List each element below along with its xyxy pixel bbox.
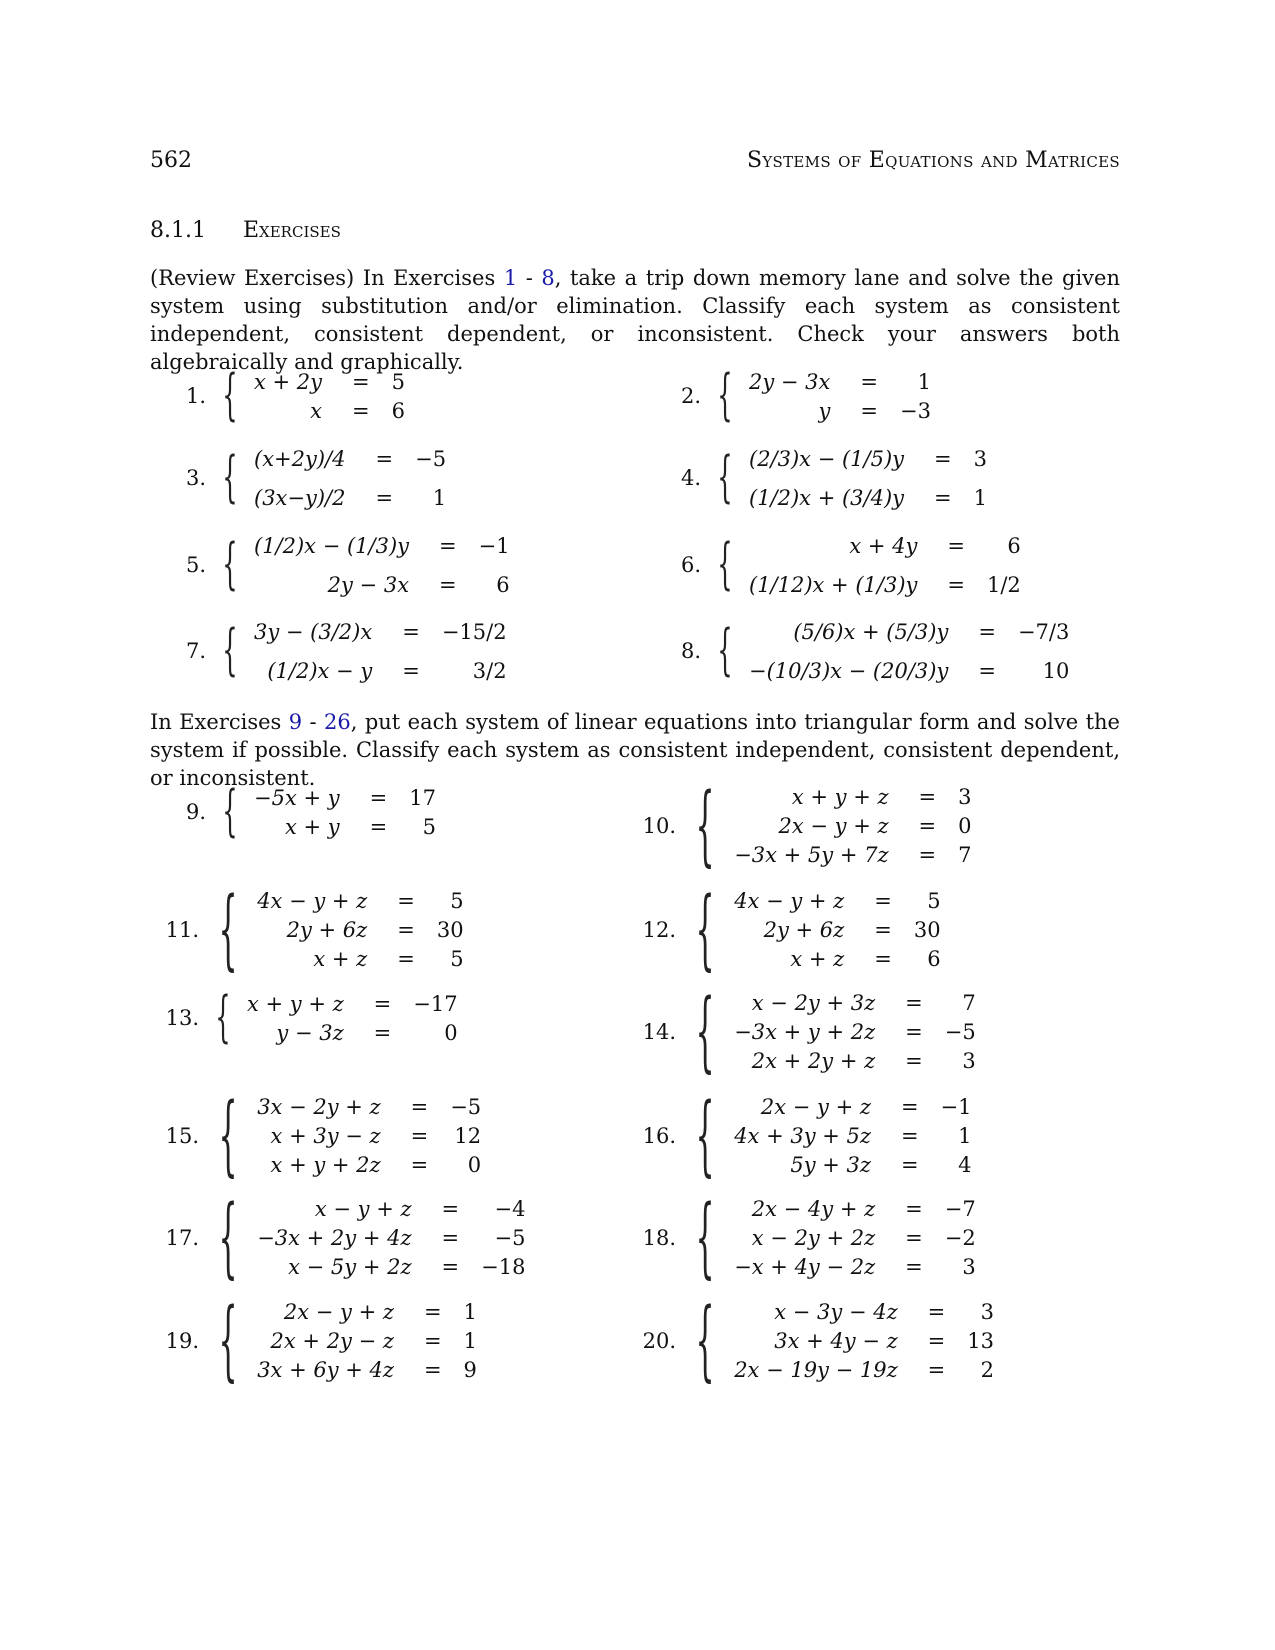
equation-right-side: 3/2 [472,658,507,683]
equation-right-side: −7 [944,1197,976,1221]
equation-system [734,1093,971,1180]
equation-row [734,1224,976,1253]
exercise-number: 12. [642,918,676,942]
exercise-number: 1. [185,384,206,408]
equation-row [734,1327,994,1356]
equation-row [254,439,446,478]
instruction-text: , take a trip down memory lane and solve the given system using substitution and/or elimination. Classify each system as consistent independent, consistent dependent, or inconsistent. Check your answers both algebraically and graphically. [150,266,1120,374]
equation-row [734,1356,994,1385]
equation-left-side: x + z [790,947,845,971]
equation-right-side: −5 [415,446,447,471]
equation-equals-sign: = [439,533,457,558]
equation-left-side: −x + 4y − 2z [734,1255,876,1279]
equation-equals-sign: = [439,572,457,597]
equation-right-side: 6 [1007,533,1021,558]
equation-row [257,1298,477,1327]
equation-left-side: x + 2y [254,369,323,394]
equation-row [734,841,971,870]
equation-right-side: −5 [494,1226,526,1250]
equation-equals-sign: = [860,398,878,423]
equation-right-side: 1 [463,1300,477,1324]
equation-left-side: 2x + 2y − z [270,1329,394,1353]
equation-left-side: x + y + z [247,991,344,1016]
exercise-item [163,879,464,981]
equation-left-side: (1/2)x − y [267,658,373,683]
equation-row [734,1195,976,1224]
exercise-item [640,879,941,981]
exercise-number: 3. [185,466,206,490]
equation-equals-sign: = [905,1049,923,1073]
equation-equals-sign: = [410,1153,429,1177]
equation-row [257,1224,525,1253]
left-brace-icon: { [717,445,733,510]
equation-row [257,1253,525,1282]
equation-right-side: −3 [899,398,931,423]
equation-left-side: y − 3z [276,1020,344,1045]
equation-row [247,1018,458,1047]
equation-row [734,812,971,841]
equation-row [734,783,971,812]
equation-row [257,916,463,945]
equation-right-side: 5 [450,889,464,913]
equation-right-side: 3 [958,785,972,809]
instruction-text: In Exercises [150,710,289,734]
equation-left-side: 2y + 6z [763,918,845,942]
left-brace-icon: { [218,1290,238,1392]
equation-row [257,1122,481,1151]
left-brace-icon: { [218,879,238,981]
equation-equals-sign: = [947,572,965,597]
equation-equals-sign: = [369,785,388,810]
exercise-link-end[interactable]: 8 [541,266,555,290]
equation-equals-sign: = [900,1124,919,1148]
equation-equals-sign: = [402,658,420,683]
equation-left-side: 3x + 4y − z [774,1329,898,1353]
equation-row [734,1298,994,1327]
equation-equals-sign: = [441,1226,460,1250]
equation-row [247,989,458,1018]
exercise-number: 6. [680,553,701,577]
equation-left-side: 2x − y + z [760,1095,871,1119]
equation-right-side: 12 [454,1124,482,1148]
equation-right-side: 3 [980,1300,994,1324]
equation-left-side: y [818,398,831,423]
equation-right-side: 30 [436,918,464,942]
equation-equals-sign: = [918,814,937,838]
equation-right-side: 5 [422,814,436,839]
equation-right-side: −1 [940,1095,972,1119]
equation-row [254,812,436,841]
equation-left-side: x − 2y + 3z [751,991,876,1015]
equation-equals-sign: = [397,918,415,942]
equation-left-side: −(10/3)x − (20/3)y [749,658,949,683]
left-brace-icon: { [218,1187,238,1289]
equation-system [734,1298,994,1385]
instruction-text: , put each system of linear equations into triangular form and solve the system if possible. Classify each system as consistent independent, consistent dependent, or inconsistent. [150,710,1120,790]
equation-equals-sign: = [905,1255,923,1279]
left-brace-icon: { [222,618,238,683]
exercise-number: 14. [642,1020,676,1044]
exercise-number: 10. [642,814,676,838]
equation-row [257,945,463,974]
left-brace-icon: { [717,618,733,683]
exercise-link-end[interactable]: 26 [324,710,351,734]
equation-equals-sign: = [373,991,392,1016]
section-number: 8.1.1 [150,218,206,243]
equation-left-side: (1/2)x + (3/4)y [749,485,905,510]
left-brace-icon: { [218,1085,238,1187]
equation-left-side: x + y + z [791,785,889,809]
equation-equals-sign: = [410,1095,429,1119]
equation-row [254,367,405,396]
left-brace-icon: { [215,985,231,1050]
triangular-instructions [150,708,1120,792]
range-dash: - [302,710,325,734]
exercise-number: 17. [165,1226,199,1250]
equation-left-side: 3x − 2y + z [257,1095,381,1119]
equation-right-side: 13 [967,1329,994,1353]
equation-system [734,783,971,870]
equation-equals-sign: = [373,1020,392,1045]
equation-right-side: 1 [973,485,988,510]
range-dash: - [517,266,542,290]
equation-equals-sign: = [918,785,937,809]
equation-equals-sign: = [918,843,937,867]
exercise-item [640,981,976,1083]
equation-row [749,478,987,517]
exercise-item [640,1290,994,1392]
equation-equals-sign: = [927,1300,946,1324]
equation-equals-sign: = [978,658,996,683]
left-brace-icon: { [222,532,238,597]
equation-system [254,783,436,841]
equation-right-side: 6 [927,947,941,971]
equation-equals-sign: = [905,1197,923,1221]
equation-equals-sign: = [402,619,420,644]
equation-system [257,1298,477,1385]
running-title: Systems of Equations and Matrices [746,148,1120,173]
equation-right-side: 0 [444,1020,458,1045]
exercise-item [170,612,507,690]
equation-equals-sign: = [375,485,394,510]
equation-row [734,1093,971,1122]
equation-equals-sign: = [927,1358,946,1382]
equation-right-side: −18 [481,1255,526,1279]
exercise-item [163,1085,482,1187]
equation-left-side: 4x − y + z [257,889,368,913]
exercise-item [163,985,458,1050]
equation-left-side: 5y + 3z [790,1153,871,1177]
equation-equals-sign: = [874,889,892,913]
equation-equals-sign: = [978,619,996,644]
equation-left-side: 2x − y + z [778,814,889,838]
exercise-link-start[interactable]: 9 [288,710,303,734]
equation-left-side: x + 4y [849,533,918,558]
equation-system [257,1093,481,1180]
equation-right-side: 6 [496,572,510,597]
equation-right-side: −17 [413,991,458,1016]
equation-row [254,565,510,604]
exercise-item [640,1085,972,1187]
equation-row [257,1195,525,1224]
exercise-item [665,439,987,517]
equation-equals-sign: = [423,1300,442,1324]
exercise-item [665,612,1069,690]
equation-system [254,367,405,425]
exercise-number: 11. [165,918,199,942]
equation-row [254,478,446,517]
equation-equals-sign: = [905,991,923,1015]
equation-equals-sign: = [934,446,952,471]
left-brace-icon: { [717,532,733,597]
equation-row [257,1093,481,1122]
equation-right-side: 3 [962,1255,976,1279]
equation-left-side: x [310,398,323,423]
equation-left-side: (1/2)x − (1/3)y [254,533,410,558]
exercise-item [640,1187,976,1289]
left-brace-icon: { [222,363,238,428]
exercise-item [163,1290,477,1392]
equation-equals-sign: = [905,1020,923,1044]
exercise-number: 19. [165,1329,199,1353]
equation-system [257,887,463,974]
left-brace-icon: { [695,879,715,981]
equation-row [734,916,940,945]
equation-right-side: −5 [944,1020,976,1044]
exercise-number: 13. [165,1006,199,1030]
equation-equals-sign: = [352,369,370,394]
exercise-item [170,526,510,604]
equation-row [254,396,405,425]
equation-left-side: x − 2y + 2z [751,1226,876,1250]
equation-row [257,1356,477,1385]
exercise-item [665,363,931,428]
exercise-number: 5. [185,553,206,577]
equation-right-side: −5 [450,1095,482,1119]
equation-row [254,651,507,690]
equation-left-side: 4x + 3y + 5z [734,1124,871,1148]
left-brace-icon: { [695,981,715,1083]
equation-row [254,783,436,812]
instruction-text: (Review Exercises) In Exercises [150,266,504,290]
exercise-number: 8. [680,639,701,663]
equation-left-side: 2x − 19y − 19z [734,1358,898,1382]
equation-left-side: x + z [313,947,368,971]
equation-row [749,526,1021,565]
left-brace-icon: { [222,779,238,844]
equation-right-side: −7/3 [1017,619,1070,644]
equation-left-side: 2y − 3x [327,572,410,597]
exercise-number: 18. [642,1226,676,1250]
equation-equals-sign: = [397,947,415,971]
exercise-item [665,526,1021,604]
equation-equals-sign: = [423,1329,442,1353]
equation-right-side: 1 [958,1124,972,1148]
equation-equals-sign: = [947,533,965,558]
equation-equals-sign: = [860,369,878,394]
exercise-link-start[interactable]: 1 [503,266,518,290]
equation-left-side: (3x−y)/2 [254,485,346,510]
equation-right-side: 6 [391,398,405,423]
equation-equals-sign: = [397,889,415,913]
equation-row [734,1018,976,1047]
equation-left-side: 2x + 2y + z [751,1049,876,1073]
equation-row [749,396,931,425]
equation-left-side: x − 5y + 2z [288,1255,412,1279]
equation-row [257,887,463,916]
equation-left-side: 3x + 6y + 4z [257,1358,394,1382]
equation-equals-sign: = [900,1153,919,1177]
left-brace-icon: { [222,445,238,510]
equation-left-side: 2y + 6z [286,918,368,942]
section-title: Exercises [242,218,341,243]
page-number: 562 [150,148,192,173]
equation-system [734,887,940,974]
equation-row [734,1151,971,1180]
equation-right-side: 5 [927,889,941,913]
equation-system [749,439,987,517]
exercise-item [640,775,972,877]
exercise-item [170,439,446,517]
equation-row [734,887,940,916]
equation-right-side: 30 [913,918,941,942]
equation-left-side: 3y − (3/2)x [254,619,373,644]
equation-row [749,612,1069,651]
left-brace-icon: { [695,1085,715,1187]
equation-left-side: 2x − 4y + z [751,1197,876,1221]
equation-equals-sign: = [874,918,892,942]
equation-right-side: −2 [944,1226,976,1250]
equation-row [734,945,940,974]
equation-system [247,989,458,1047]
section-heading [150,218,341,243]
equation-right-side: 2 [980,1358,994,1382]
equation-right-side: 1 [917,369,931,394]
equation-right-side: 1 [432,485,447,510]
exercise-number: 9. [185,800,206,824]
equation-equals-sign: = [874,947,892,971]
equation-right-side: 9 [463,1358,477,1382]
equation-right-side: −4 [494,1197,526,1221]
exercise-number: 20. [642,1329,676,1353]
equation-right-side: 5 [450,947,464,971]
equation-left-side: (1/12)x + (1/3)y [749,572,918,597]
equation-equals-sign: = [441,1255,460,1279]
equation-left-side: x + 3y − z [270,1124,381,1148]
equation-left-side: 4x − y + z [734,889,845,913]
equation-equals-sign: = [369,814,388,839]
equation-system [734,1195,976,1282]
equation-right-side: 5 [391,369,405,394]
exercise-number: 7. [185,639,206,663]
left-brace-icon: { [695,775,715,877]
equation-row [749,651,1069,690]
equation-right-side: 17 [409,785,436,810]
running-header [150,148,1120,173]
exercise-item [163,1187,526,1289]
exercise-number: 2. [680,384,701,408]
equation-system [749,367,931,425]
equation-right-side: 4 [958,1153,972,1177]
equation-left-side: x − y + z [314,1197,412,1221]
exercise-number: 4. [680,466,701,490]
equation-right-side: 3 [973,446,988,471]
equation-row [749,565,1021,604]
exercise-item [170,779,436,844]
equation-row [257,1151,481,1180]
equation-left-side: (x+2y)/4 [254,446,346,471]
exercise-item [170,363,405,428]
equation-equals-sign: = [441,1197,460,1221]
equation-right-side: 10 [1042,658,1070,683]
equation-equals-sign: = [934,485,952,510]
equation-system [749,612,1069,690]
left-brace-icon: { [717,363,733,428]
equation-system [254,439,446,517]
equation-left-side: 2y − 3x [749,369,831,394]
equation-system [257,1195,525,1282]
left-brace-icon: { [695,1290,715,1392]
equation-right-side: 7 [958,843,972,867]
equation-equals-sign: = [410,1124,429,1148]
equation-left-side: x + y [284,814,340,839]
equation-left-side: −5x + y [254,785,340,810]
equation-equals-sign: = [927,1329,946,1353]
equation-row [749,367,931,396]
equation-row [734,1122,971,1151]
equation-right-side: 7 [962,991,976,1015]
equation-right-side: 1 [463,1329,477,1353]
equation-right-side: −1 [478,533,510,558]
equation-row [254,526,510,565]
equation-row [257,1327,477,1356]
equation-row [734,1253,976,1282]
equation-equals-sign: = [905,1226,923,1250]
equation-equals-sign: = [375,446,394,471]
equation-left-side: x − 3y − 4z [774,1300,898,1324]
equation-row [734,1047,976,1076]
equation-row [734,989,976,1018]
equation-right-side: 1/2 [987,572,1021,597]
equation-row [254,612,507,651]
equation-equals-sign: = [423,1358,442,1382]
review-instructions [150,264,1120,376]
equation-row [749,439,987,478]
equation-left-side: (2/3)x − (1/5)y [749,446,905,471]
equation-system [749,526,1021,604]
left-brace-icon: { [695,1187,715,1289]
equation-left-side: −3x + y + 2z [734,1020,876,1044]
equation-left-side: x + y + 2z [270,1153,381,1177]
equation-system [254,612,507,690]
equation-right-side: −15/2 [441,619,507,644]
equation-right-side: 0 [467,1153,482,1177]
equation-left-side: 2x − y + z [283,1300,394,1324]
equation-equals-sign: = [900,1095,919,1119]
equation-equals-sign: = [352,398,370,423]
equation-right-side: 3 [962,1049,976,1073]
exercise-number: 16. [642,1124,676,1148]
equation-left-side: −3x + 2y + 4z [257,1226,412,1250]
equation-system [254,526,510,604]
exercise-number: 15. [165,1124,199,1148]
equation-left-side: (5/6)x + (5/3)y [793,619,949,644]
equation-system [734,989,976,1076]
equation-left-side: −3x + 5y + 7z [734,843,889,867]
equation-right-side: 0 [958,814,972,838]
